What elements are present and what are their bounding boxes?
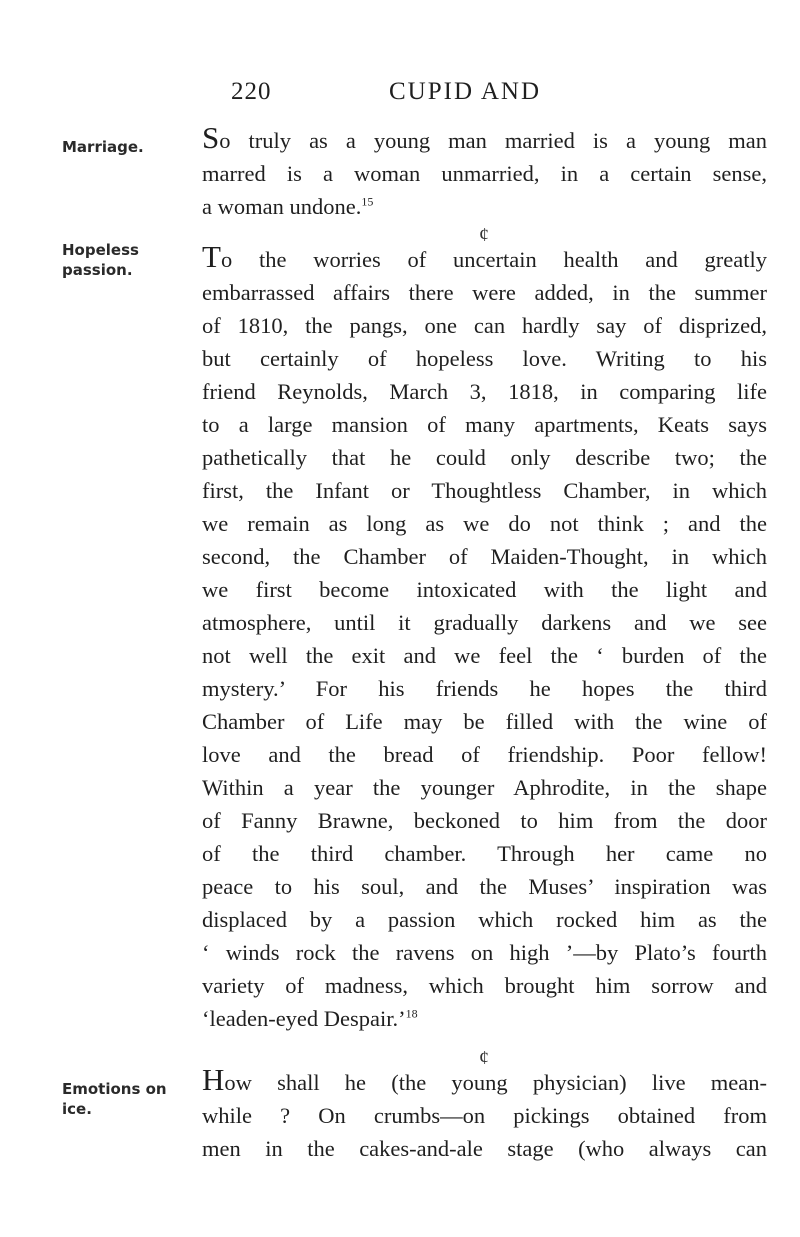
section-ornament: ¢: [479, 224, 489, 246]
paragraph-1: [202, 120, 767, 223]
text-line: second, the Chamber of Maiden-Thought, in which: [202, 544, 767, 569]
text-line: peace to his soul, and the Muses’ inspiration was: [202, 874, 767, 899]
text-line: atmosphere, until it gradually darkens and we see: [202, 610, 767, 635]
text-line: displaced by a passion which rocked him as the: [202, 907, 767, 932]
text-line: o truly as a young man married is a young man: [219, 128, 767, 153]
footnote-ref: 15: [361, 194, 374, 209]
text-line: variety of madness, which brought him sorrow and: [202, 973, 767, 998]
margin-note-text: ice.: [62, 1100, 92, 1118]
text-line: while ? On crumbs—on pickings obtained from: [202, 1103, 767, 1128]
margin-note-marriage: [62, 137, 202, 157]
text-line: Chamber of Life may be filled with the wine of: [202, 709, 767, 734]
section-ornament: ¢: [479, 1047, 489, 1069]
page-header: [0, 78, 800, 110]
margin-note-text: Hopeless: [62, 241, 139, 259]
text-line: embarrassed affairs there were added, in the summer: [202, 280, 767, 305]
initial-letter: S: [202, 120, 220, 155]
text-line: men in the cakes-and-ale stage (who always can: [202, 1136, 767, 1161]
text-line: to a large mansion of many apartments, Keats says: [202, 412, 767, 437]
initial-letter: H: [202, 1062, 225, 1097]
text-line: friend Reynolds, March 3, 1818, in comparing life: [202, 379, 767, 404]
text-line: but certainly of hopeless love. Writing to his: [202, 346, 767, 371]
page-number: 220: [231, 78, 272, 105]
running-head: CUPID AND: [389, 78, 542, 105]
margin-note-hopeless-passion: [62, 240, 202, 280]
text-line: of 1810, the pangs, one can hardly say of disprized,: [202, 313, 767, 338]
text-line: ow shall he (the young physician) live mean-: [224, 1070, 767, 1095]
text-line: of Fanny Brawne, beckoned to him from the door: [202, 808, 767, 833]
text-line: pathetically that he could only describe two; the: [202, 445, 767, 470]
text-line: of the third chamber. Through her came no: [202, 841, 767, 866]
paragraph-3: [202, 1062, 767, 1165]
text-line: first, the Infant or Thoughtless Chamber, in which: [202, 478, 767, 503]
text-line: ‘leaden-eyed Despair.’: [202, 1006, 406, 1031]
text-line: a woman undone.: [202, 194, 362, 219]
text-line: not well the exit and we feel the ‘ burden of the: [202, 643, 767, 668]
margin-note-text: passion.: [62, 261, 133, 279]
margin-note-text: Emotions on: [62, 1080, 167, 1098]
footnote-ref: 18: [405, 1006, 418, 1021]
paragraph-2: [202, 239, 767, 1035]
margin-note-text: Marriage.: [62, 138, 144, 156]
text-line: marred is a woman unmarried, in a certain sense,: [202, 161, 767, 186]
text-line: we first become intoxicated with the light and: [202, 577, 767, 602]
initial-letter: T: [202, 239, 221, 274]
text-line: we remain as long as we do not think ; and the: [202, 511, 767, 536]
text-line: ‘ winds rock the ravens on high ’—by Plato’s fourth: [202, 940, 767, 965]
text-line: Within a year the younger Aphrodite, in the shape: [202, 775, 767, 800]
text-line: love and the bread of friendship. Poor fellow!: [202, 742, 767, 767]
margin-note-emotions-on-ice: [62, 1079, 202, 1119]
text-line: o the worries of uncertain health and greatly: [220, 247, 767, 272]
text-line: mystery.’ For his friends he hopes the third: [202, 676, 767, 701]
